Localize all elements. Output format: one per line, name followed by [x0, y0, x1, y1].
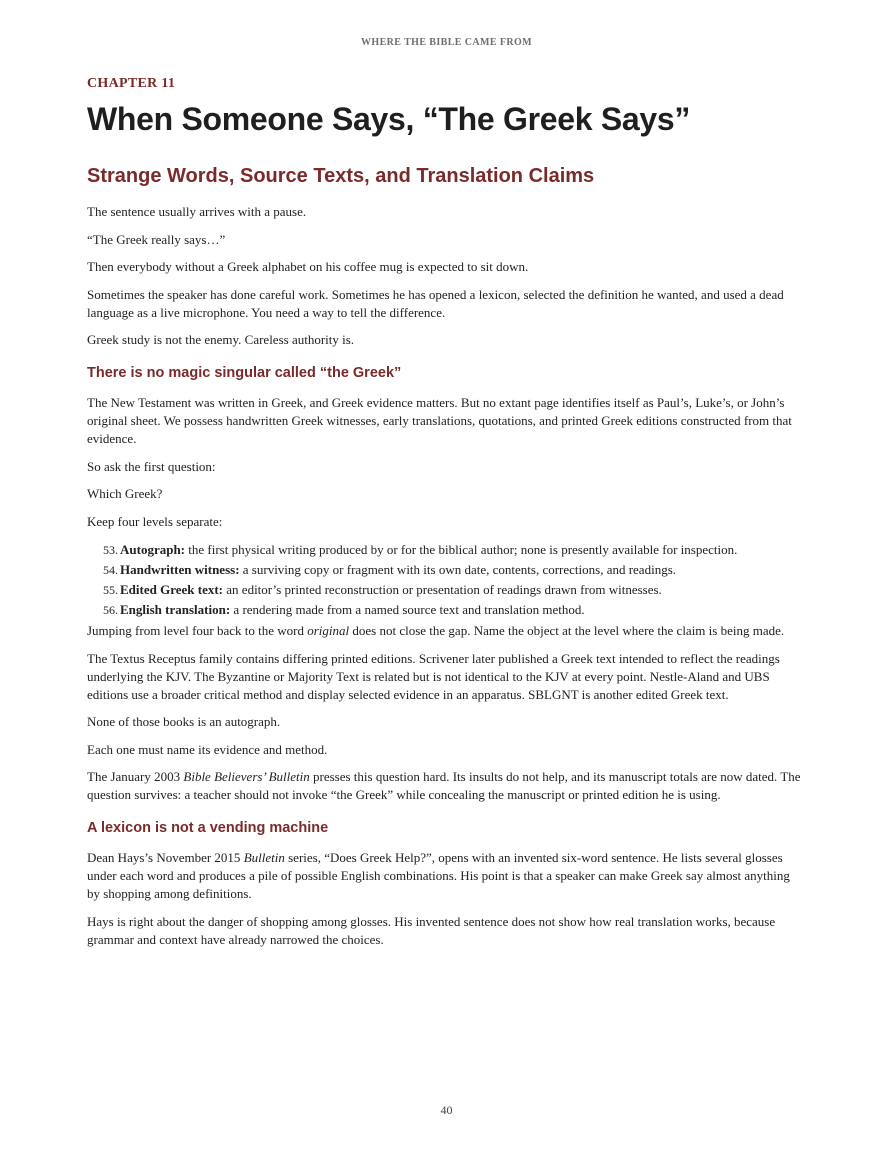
body-paragraph: [87, 622, 805, 640]
list-text: the first physical writing produced by or for the biblical author; none is presently available for inspection.: [185, 542, 738, 557]
body-paragraph: [87, 768, 805, 804]
intro-paragraph: Sometimes the speaker has done careful work. Sometimes he has opened a lexicon, selected the definition he wanted, and used a dead language as a live microphone. You need a way to tell the difference.: [87, 286, 784, 320]
body-paragraph: [87, 849, 805, 903]
list-item: [87, 540, 805, 560]
list-text: an editor’s printed reconstruction or presentation of readings drawn from witnesses.: [223, 582, 662, 597]
body-paragraph: Keep four levels separate:: [87, 513, 223, 529]
page-body: [87, 76, 805, 958]
intro-paragraph: Then everybody without a Greek alphabet on his coffee mug is expected to sit down.: [87, 259, 529, 274]
list-number: 56.: [103, 603, 118, 617]
page-number: 40: [440, 1103, 453, 1117]
body-paragraph: Hays is right about the danger of shopping among glosses. His invented sentence does not show how real translation works, because grammar and context have already narrowed the choices.: [87, 913, 776, 947]
publication-title: Bible Believers’ Bulletin: [183, 769, 310, 784]
running-head: WHERE THE BIBLE CAME FROM: [361, 37, 532, 48]
text-run: Jumping from level four back to the word: [87, 623, 308, 638]
section-title: Strange Words, Source Texts, and Translation Claims: [87, 165, 595, 187]
publication-title: Bulletin: [243, 850, 285, 865]
body-paragraph: So ask the first question:: [87, 458, 216, 474]
intro-paragraph: The sentence usually arrives with a pause.: [87, 204, 307, 219]
body-paragraph: The Textus Receptus family contains differing printed editions. Scrivener later published a Greek text intended to reflect the readings underlying the KJV. The Byzantine or Majority Text is related but is not identical to the KJV at every point. Nestle-Aland and UBS editions use a broader critical method and display selected evidence in an apparatus. SBLGNT is another edited Greek text.: [87, 650, 780, 702]
intro-paragraph: “The Greek really says…”: [87, 231, 226, 247]
body-paragraph: None of those books is an autograph.: [87, 714, 281, 729]
text-run: does not close the gap. Name the object at the level where the claim is being made.: [349, 623, 785, 638]
list-term: Autograph:: [120, 542, 186, 557]
list-text: a surviving copy or fragment with its own date, contents, corrections, and readings.: [239, 562, 677, 577]
body-paragraph: Each one must name its evidence and method.: [87, 741, 328, 757]
chapter-label: CHAPTER 11: [87, 76, 176, 91]
intro-paragraph: Greek study is not the enemy. Careless authority is.: [87, 332, 355, 347]
list-number: 53.: [103, 543, 118, 557]
list-term: Handwritten witness:: [120, 562, 240, 577]
body-paragraph: Which Greek?: [87, 486, 163, 501]
text-run: Dean Hays’s November 2015: [87, 850, 244, 865]
list-text: a rendering made from a named source text and translation method.: [230, 602, 585, 617]
text-run: series, “Does Greek Help?”, opens with an invented six-word sentence. He lists several glosses under each word and produces a pile of possible English combinations. His point is that a speaker can make Greek say almost anything by shopping among definitions.: [87, 850, 790, 901]
list-item: [87, 580, 805, 600]
list-number: 55.: [103, 583, 118, 597]
chapter-title: When Someone Says, “The Greek Says”: [87, 101, 691, 137]
subsection-heading: There is no magic singular called “the Greek”: [87, 365, 402, 381]
list-item: [87, 600, 805, 620]
list-number: 54.: [103, 563, 118, 577]
levels-list: [87, 540, 805, 620]
emphasis: original: [307, 623, 350, 638]
text-run: presses this question hard. Its insults do not help, and its manuscript totals are now dated. The question survives: a teacher should not invoke “the Greek” while concealing the manuscript or printed edition he is using.: [87, 769, 801, 802]
body-paragraph: The New Testament was written in Greek, and Greek evidence matters. But no extant page identifies itself as Paul’s, Luke’s, or John’s original sheet. We possess handwritten Greek witnesses, early translations, quotations, and printed Greek editions constructed from that evidence.: [87, 395, 792, 446]
list-item: [87, 560, 805, 580]
subsection-heading: A lexicon is not a vending machine: [87, 820, 329, 836]
list-term: Edited Greek text:: [120, 582, 224, 597]
text-run: The January 2003: [87, 769, 184, 784]
list-term: English translation:: [120, 602, 231, 617]
